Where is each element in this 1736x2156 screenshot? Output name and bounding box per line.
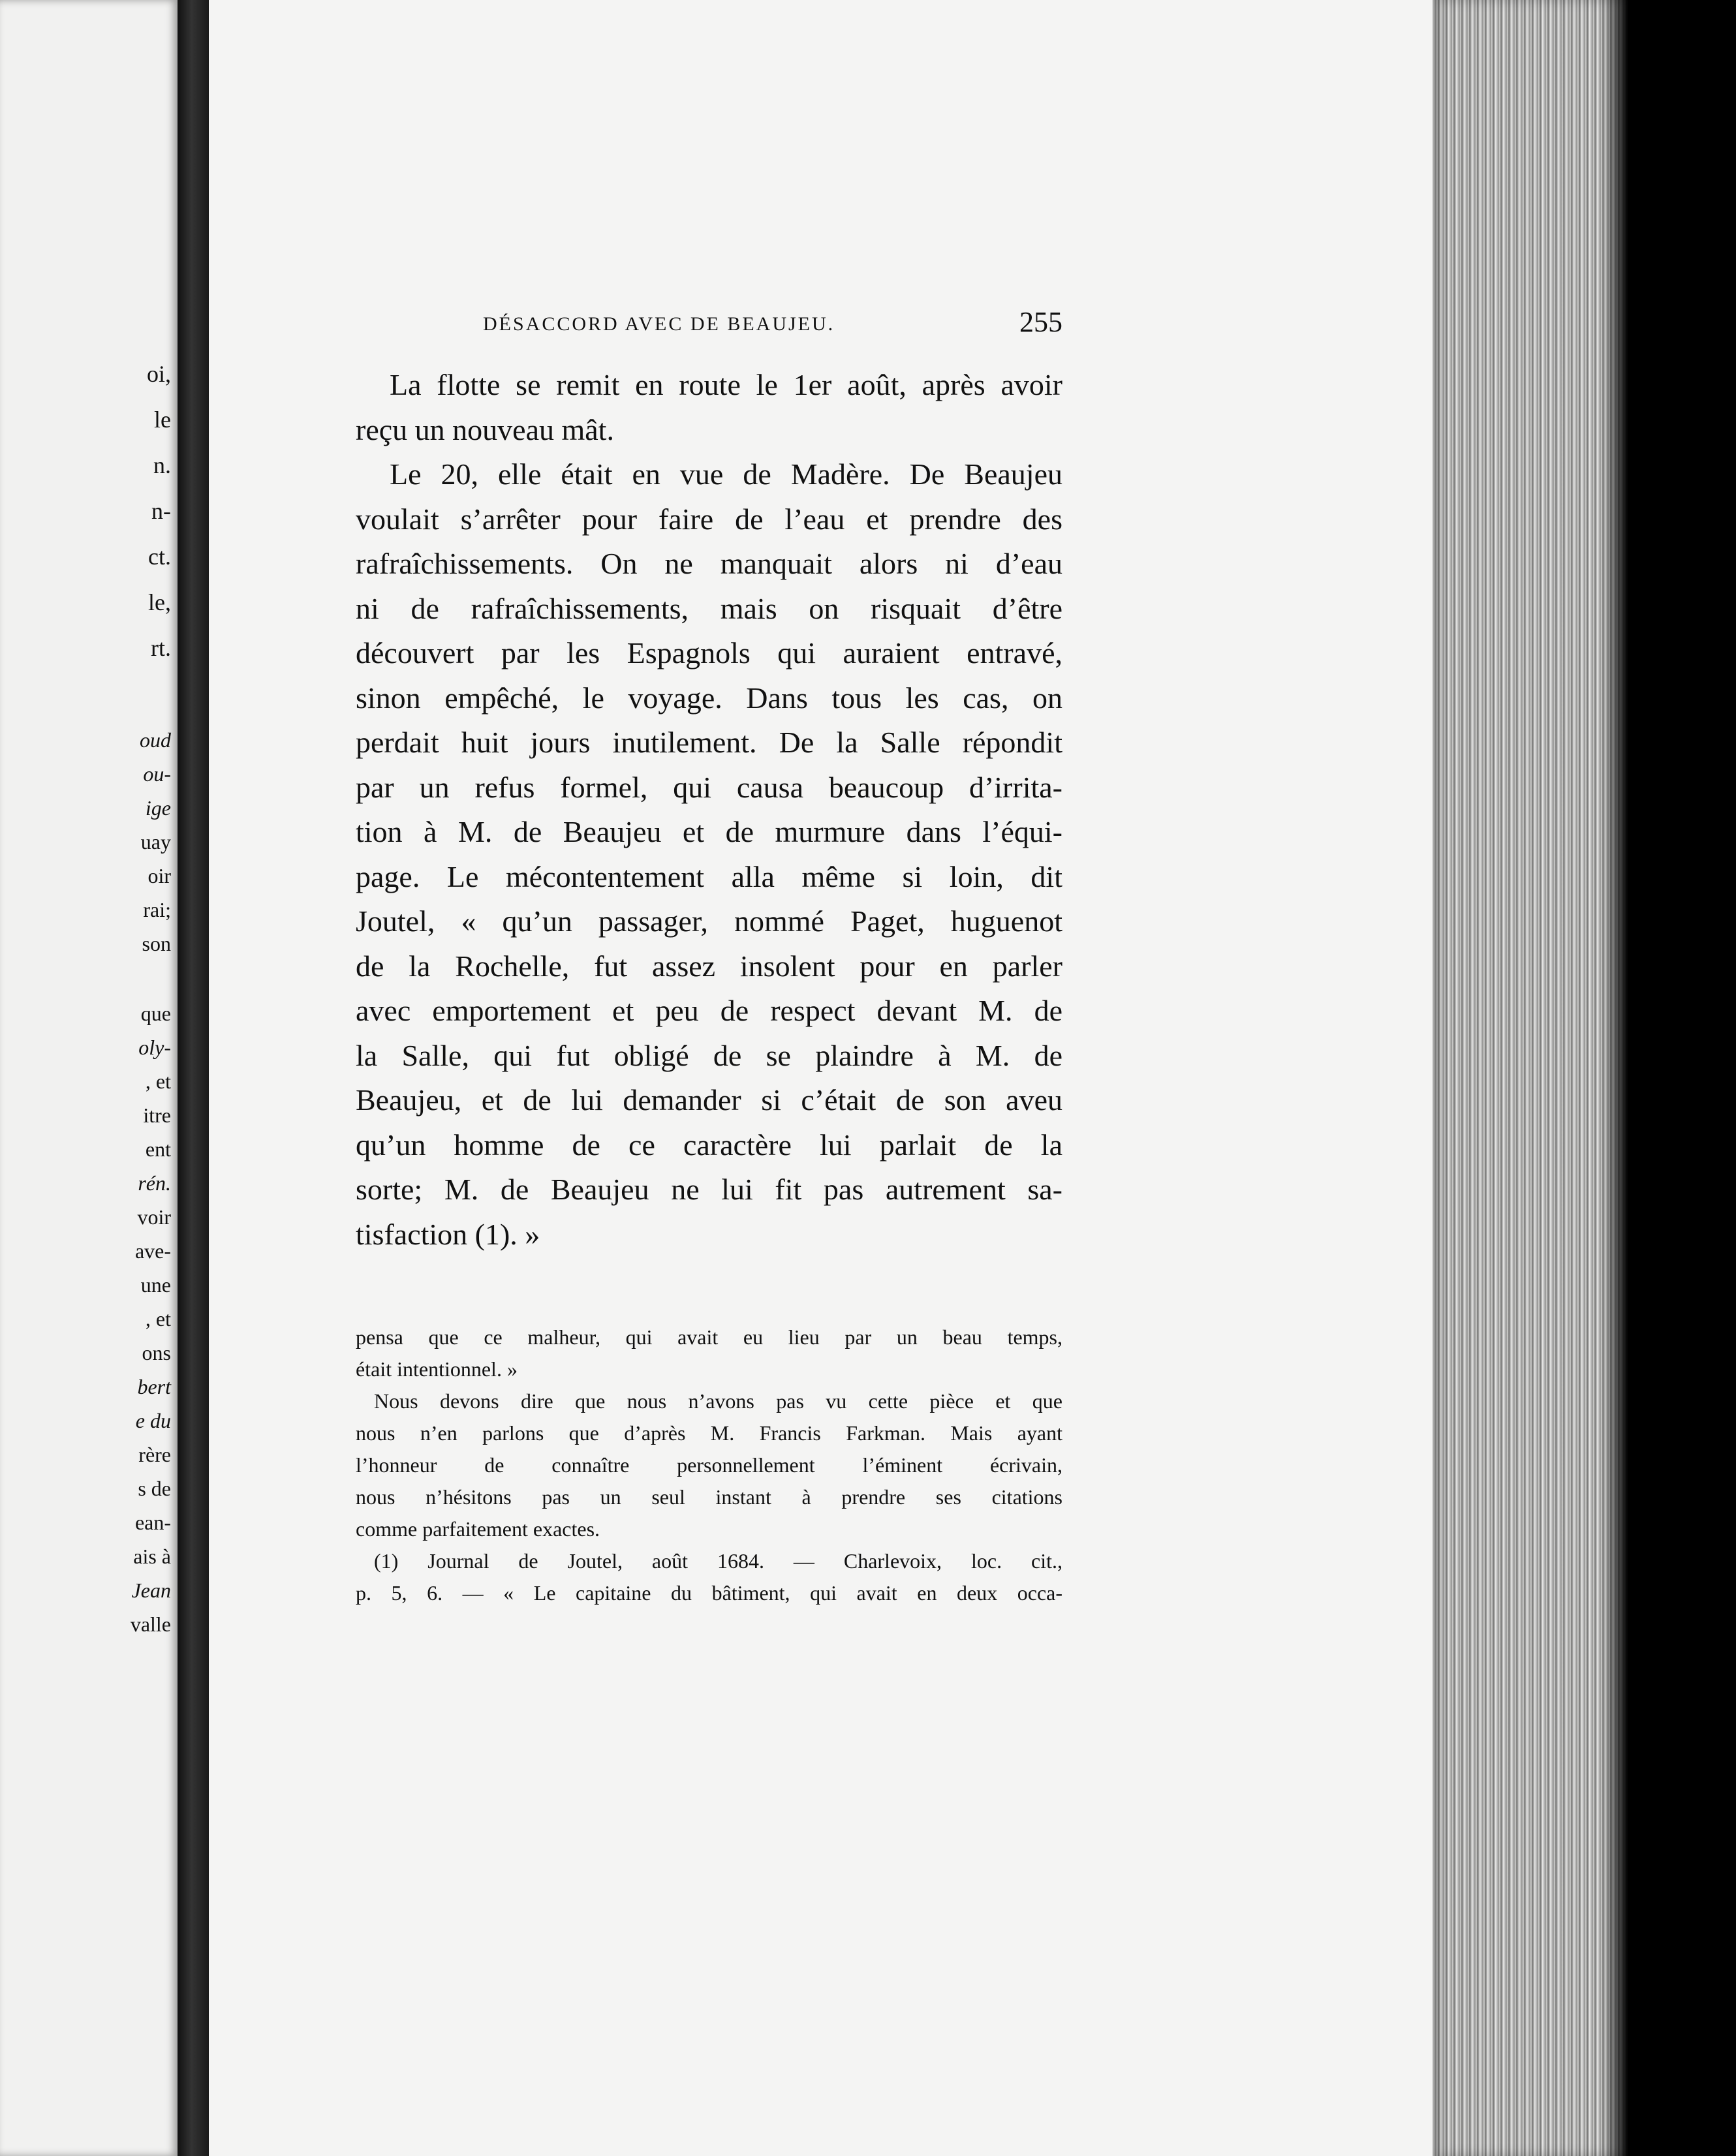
body-line: page. Le mécontentement alla même si loin, dit — [356, 859, 1062, 893]
left-text-line: ct. — [148, 544, 171, 570]
footnote-line: p. 5, 6. — « Le capitaine du bâtiment, qui avait en deux occa- — [356, 1581, 1062, 1605]
left-text-line: le — [154, 407, 171, 433]
left-text-line: n. — [153, 452, 171, 478]
left-text-line: ou- — [143, 762, 171, 786]
body-line: Beaujeu, et de lui demander si c’était de son aveu — [356, 1083, 1062, 1116]
footnote-line: (1) Journal de Joutel, août 1684. — Charlevoix, loc. cit., — [374, 1549, 1062, 1573]
left-text-line: le, — [148, 589, 171, 615]
body-line: qu’un homme de ce caractère lui parlait de la — [356, 1128, 1062, 1162]
left-text-line: rère — [138, 1443, 171, 1466]
footnote-line: était intentionnel. » — [356, 1357, 518, 1381]
footnotes — [356, 1321, 1062, 1609]
body-line: reçu un nouveau mât. — [356, 412, 614, 446]
footnote-line: nous n’en parlons que d’après M. Francis Farkman. Mais ayant — [356, 1421, 1062, 1445]
footnote-line: Nous devons dire que nous n’avons pas vu cette pièce et que — [374, 1389, 1062, 1413]
facing-page-left — [0, 0, 178, 2156]
body-line: rafraîchissements. On ne manquait alors ni d’eau — [356, 547, 1062, 580]
body-line: découvert par les Espagnols qui auraient entravé, — [356, 636, 1062, 670]
left-text-line: s de — [138, 1477, 171, 1500]
left-text-line: ige — [145, 796, 171, 820]
left-text-line: , et — [145, 1070, 171, 1093]
left-text-line: rén. — [138, 1171, 171, 1195]
body-line: Joutel, « qu’un passager, nommé Paget, huguenot — [356, 904, 1062, 938]
left-text-line: ais à — [133, 1545, 171, 1568]
body-text — [356, 363, 1062, 1257]
running-head — [483, 305, 1062, 345]
footnote-line: nous n’hésitons pas un seul instant à prendre ses citations — [356, 1485, 1062, 1509]
book-gutter — [178, 0, 209, 2156]
left-text-line: oir — [147, 864, 171, 887]
left-text-line: oly- — [138, 1036, 171, 1059]
body-line: voulait s’arrêter pour faire de l’eau et prendre des — [356, 502, 1062, 536]
left-text-line: ons — [142, 1341, 171, 1364]
body-line: sinon empêché, le voyage. Dans tous les cas, on — [356, 681, 1062, 715]
left-text-line: rt. — [151, 635, 171, 661]
left-text-line: oi, — [146, 361, 171, 387]
page-number: 255 — [1019, 306, 1062, 338]
footnote-line: comme parfaitement exactes. — [356, 1517, 600, 1541]
left-text-line: ave- — [134, 1239, 171, 1263]
left-text-line: n- — [151, 498, 171, 524]
left-text-line: ent — [145, 1137, 171, 1161]
footnote-line: pensa que ce malheur, qui avait eu lieu par un beau temps, — [356, 1325, 1062, 1349]
body-line: ni de rafraîchissements, mais on risquait d’être — [356, 591, 1062, 625]
page-block-edges — [1433, 0, 1628, 2156]
body-line: de la Rochelle, fut assez insolent pour en parler — [356, 949, 1062, 983]
running-title: DÉSACCORD AVEC DE BEAUJEU. — [483, 313, 835, 335]
left-text-line: valle — [130, 1612, 171, 1636]
left-text-line: Jean — [131, 1578, 171, 1602]
left-text-line: bert — [137, 1375, 171, 1398]
left-text-line: ean- — [134, 1511, 171, 1534]
body-line: sorte; M. de Beaujeu ne lui fit pas autrement sa- — [356, 1173, 1062, 1206]
body-line: par un refus formel, qui causa beaucoup d’irrita- — [356, 770, 1062, 804]
body-line: tion à M. de Beaujeu et de murmure dans l’équi- — [356, 815, 1062, 848]
footnote-line: l’honneur de connaître personnellement l’éminent écrivain, — [356, 1453, 1062, 1477]
body-line: avec emportement et peu de respect devant M. de — [356, 994, 1062, 1027]
body-line: La flotte se remit en route le 1er août, après avoir — [390, 368, 1062, 401]
left-text-line: uay — [140, 830, 171, 854]
left-text-line: une — [140, 1273, 171, 1297]
left-text-line: e du — [135, 1409, 171, 1432]
body-line: la Salle, qui fut obligé de se plaindre à M. de — [356, 1038, 1062, 1072]
body-line: perdait huit jours inutilement. De la Salle répondit — [356, 726, 1062, 759]
left-text-line: oud — [140, 728, 171, 752]
left-text-line: que — [140, 1002, 171, 1025]
left-text-line: itre — [143, 1103, 171, 1127]
body-line: Le 20, elle était en vue de Madère. De Beaujeu — [390, 457, 1062, 491]
left-text-line: voir — [137, 1205, 171, 1229]
left-text-line: son — [142, 932, 171, 955]
left-text-line: rai; — [143, 898, 171, 921]
left-text-line: , et — [145, 1307, 171, 1331]
body-line: tisfaction (1). » — [356, 1217, 540, 1251]
